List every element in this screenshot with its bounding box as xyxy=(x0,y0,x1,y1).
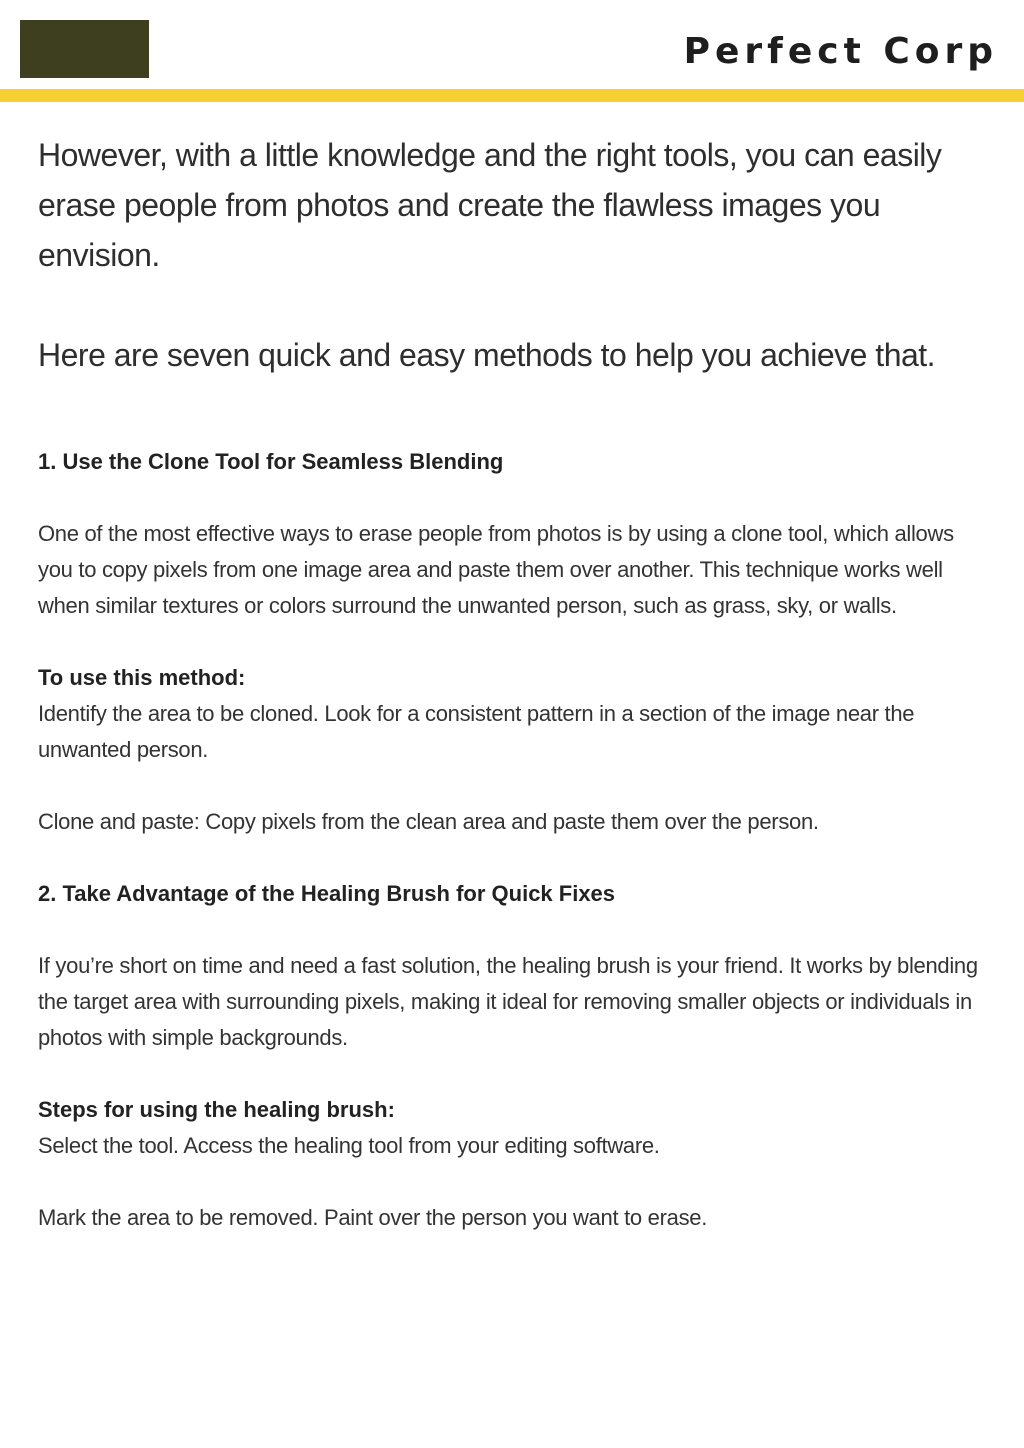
section-heading-healing-brush: 2. Take Advantage of the Healing Brush for Quick Fixes xyxy=(38,881,616,906)
brand-name: Perfect Corp xyxy=(683,31,998,72)
intro-paragraph-methods: Here are seven quick and easy methods to help you achieve that. xyxy=(38,337,936,373)
section-heading-clone-tool: 1. Use the Clone Tool for Seamless Blending xyxy=(38,449,504,474)
steps-label: Steps for using the healing brush: xyxy=(38,1097,395,1122)
logo-block xyxy=(20,20,149,78)
article-body xyxy=(38,130,988,1236)
spacer xyxy=(38,912,988,948)
section-body-clone-tool: One of the most effective ways to erase people from photos is by using a clone tool, which allows you to copy pixels from one image area and paste them over another. This technique works well when similar textures or colors surround the unwanted person, such as grass, sky, or walls. xyxy=(38,521,954,618)
header-rule xyxy=(0,89,1024,102)
spacer xyxy=(38,380,988,444)
step-select-tool: Select the tool. Access the healing tool from your editing software. xyxy=(38,1133,660,1158)
spacer xyxy=(38,624,988,660)
spacer xyxy=(38,768,988,804)
method-step-clone: Clone and paste: Copy pixels from the clean area and paste them over the person. xyxy=(38,809,819,834)
spacer xyxy=(38,1056,988,1092)
spacer xyxy=(38,480,988,516)
step-mark-area: Mark the area to be removed. Paint over the person you want to erase. xyxy=(38,1205,708,1230)
intro-paragraph: However, with a little knowledge and the right tools, you can easily erase people from photos and create the flawless images you envision. xyxy=(38,137,942,273)
section-body-healing-brush: If you’re short on time and need a fast solution, the healing brush is your friend. It works by blending the target area with surrounding pixels, making it ideal for removing smaller objects or individuals in photos with simple backgrounds. xyxy=(38,953,978,1050)
spacer xyxy=(38,840,988,876)
method-label: To use this method: xyxy=(38,665,246,690)
spacer xyxy=(38,1164,988,1200)
method-step-identify: Identify the area to be cloned. Look for a consistent pattern in a section of the image near the unwanted person. xyxy=(38,701,915,762)
page-header xyxy=(0,0,1024,102)
